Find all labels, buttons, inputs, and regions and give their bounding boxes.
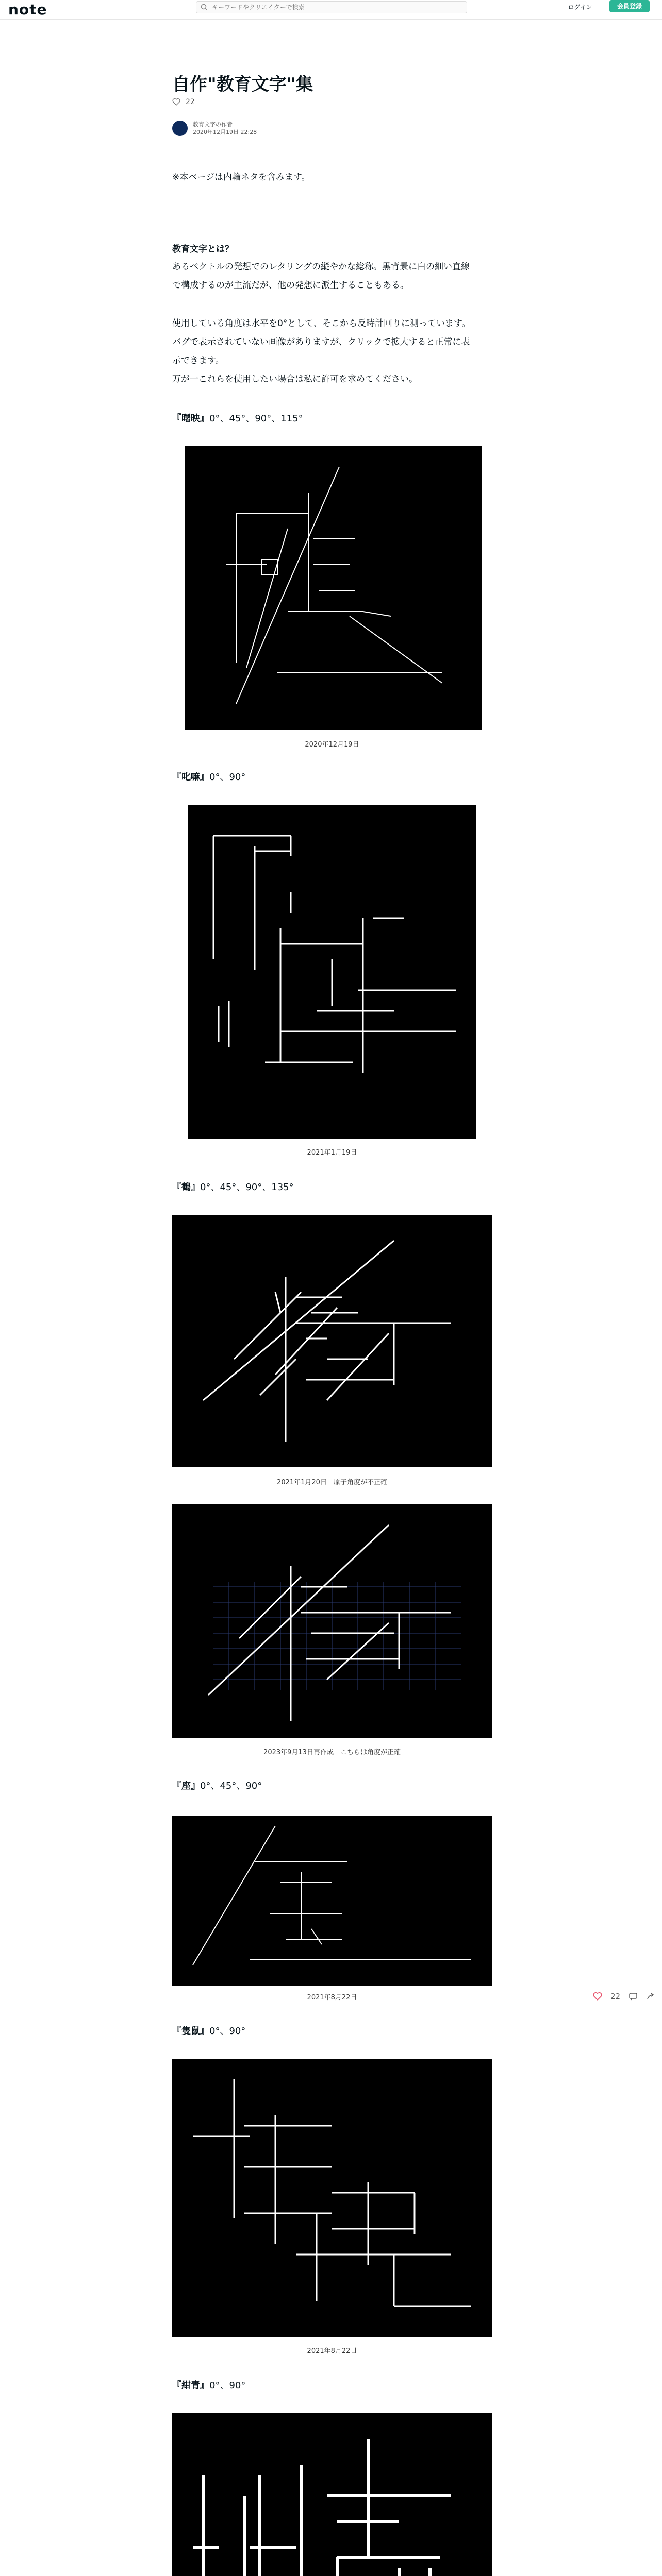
author-block[interactable] [172,121,257,136]
image-caption: 2021年1月19日 [307,1149,357,1157]
entry-heading: 『紺青』0°、90° [172,2380,246,2391]
image-caption: 2021年8月22日 [307,1994,357,2002]
search-input[interactable] [212,3,459,12]
lettering-artwork [172,2413,492,2576]
side-action-bar [593,1992,655,2001]
about-line-1: あるベクトルの発想でのレタリングの縦やかな総称。黒背景に白の細い直線 [172,262,470,272]
info-line-3: 示できます。 [172,355,224,366]
lettering-image[interactable] [188,805,476,1139]
entry-heading: 『鶴』0°、45°、90°、135° [172,1182,294,1193]
login-button[interactable]: ログイン [563,1,597,13]
lettering-image[interactable] [172,2059,492,2337]
image-caption: 2021年1月20日 原子角度が不正確 [277,1479,387,1486]
register-button[interactable]: 会員登録 [609,0,650,12]
about-heading: 教育文字とは？ [172,244,234,255]
lettering-artwork [172,1504,492,1738]
article-title: 自作"教育文字"集 [172,74,313,95]
comment-icon[interactable] [628,1992,638,2001]
lettering-artwork [185,446,482,730]
image-caption: 2023年9月13日再作成 こちらは角度が正確 [263,1749,401,1756]
entry-heading: 『隻鼠』0°、90° [172,2026,246,2037]
lettering-image[interactable] [172,1816,492,1986]
entry-heading: 『曙映』0°、45°、90°、115° [172,413,303,424]
site-logo[interactable]: note [8,1,47,18]
like-count: 22 [186,98,195,106]
side-like-count: 22 [610,1992,621,2001]
post-date: 2020年12月19日 22:28 [193,129,257,135]
lettering-image[interactable] [172,1504,492,1738]
info-line-4: 万が一これらを使用したい場合は私に許可を求めてください。 [172,374,418,384]
notice-text: ※本ページは内輪ネタを含みます。 [172,172,310,182]
heart-icon[interactable] [593,1992,602,2001]
entry-heading: 『座』0°、45°、90° [172,1781,262,1791]
image-caption: 2020年12月19日 [305,741,359,749]
info-line-2: バグで表示されていない画像がありますが、クリックで拡大すると正常に表 [172,337,470,347]
info-line-1: 使用している角度は水平を0°として、そこから反時計回りに測っています。 [172,318,471,329]
about-line-2: で構成するのが主流だが、他の発想に派生することもある。 [172,280,409,291]
lettering-image[interactable] [172,1215,492,1467]
lettering-artwork [172,1816,492,1986]
lettering-image[interactable] [172,2413,492,2576]
lettering-artwork [188,805,476,1139]
entry-heading: 『叱嘛』0°、90° [172,772,246,783]
site-header [0,0,662,20]
like-row [172,98,195,106]
image-caption: 2021年8月22日 [307,2347,357,2355]
lettering-image[interactable] [185,446,482,730]
lettering-artwork [172,2059,492,2337]
author-name[interactable]: 教育文字の作者 [193,121,233,128]
avatar[interactable] [172,121,188,136]
heart-icon[interactable] [172,98,180,106]
lettering-artwork [172,1215,492,1467]
search-icon [201,4,208,11]
share-icon[interactable] [646,1992,655,2001]
search-box[interactable] [196,1,467,13]
